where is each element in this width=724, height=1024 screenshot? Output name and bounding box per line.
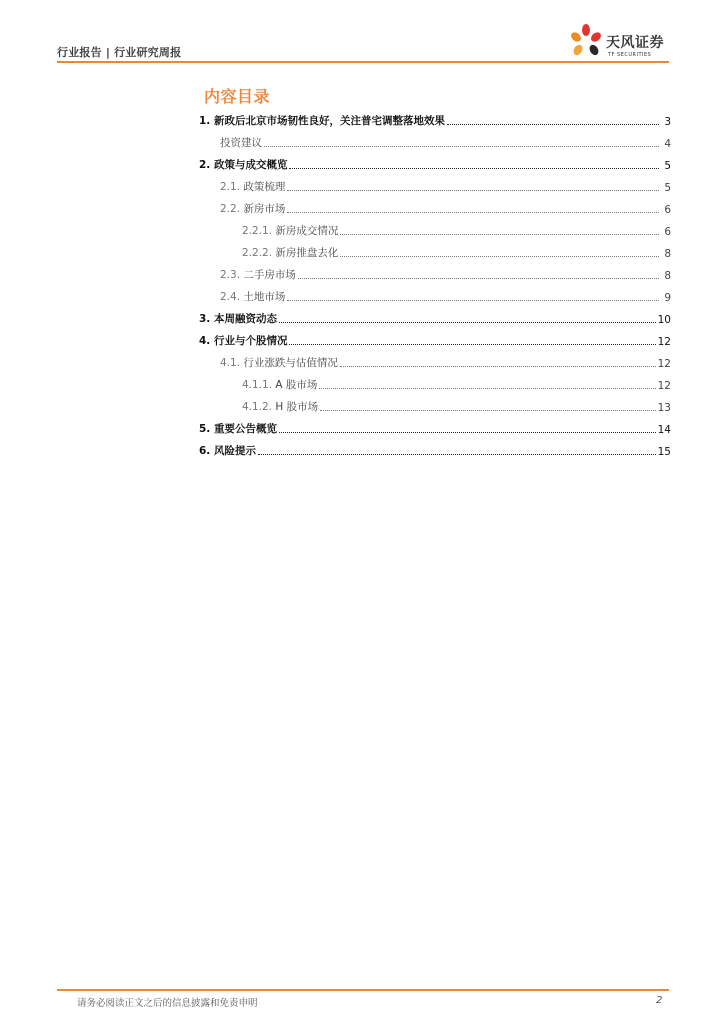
toc-entry-number: 4.1.2. <box>242 401 273 413</box>
toc-entry-page: 12 <box>657 380 671 392</box>
toc-entry-text: 重要公告概览 <box>213 423 277 435</box>
toc-entry-page: 3 <box>664 116 671 128</box>
toc-leader-dots <box>319 387 655 389</box>
toc-entry-page: 6 <box>664 226 671 238</box>
toc-leader-dots <box>320 409 655 411</box>
toc-entry-page: 8 <box>664 270 671 282</box>
toc-entry-number: 2. <box>199 159 211 171</box>
toc-leader-dots <box>298 277 659 279</box>
logo-chinese-name: 天风证券 <box>606 35 664 51</box>
toc-entry[interactable] <box>220 268 671 282</box>
toc-entry-label <box>220 267 296 282</box>
toc-entry[interactable] <box>220 180 671 194</box>
toc-entry[interactable] <box>199 158 671 172</box>
toc-entry-text: 政策与成交概览 <box>213 159 288 171</box>
toc-entry-page: 15 <box>657 446 671 458</box>
toc-leader-dots <box>287 299 659 301</box>
toc-entry-text: 新房市场 <box>243 203 286 215</box>
toc-entry-page: 4 <box>664 138 671 150</box>
toc-entry-text: 风险提示 <box>213 445 256 457</box>
page-number: 2 <box>656 995 663 1006</box>
toc-entry-number: 5. <box>199 423 211 435</box>
toc-leader-dots <box>258 453 656 455</box>
toc-leader-dots <box>447 123 659 125</box>
toc-entry-page: 5 <box>664 160 671 172</box>
toc-entry[interactable] <box>242 378 671 392</box>
toc-entry-label <box>199 443 256 458</box>
toc-entry-label <box>242 399 318 414</box>
toc-entry-label <box>220 201 285 216</box>
toc-entry-number: 2.4. <box>220 291 241 303</box>
company-logo <box>568 22 678 62</box>
toc-entry-page: 12 <box>657 358 671 370</box>
toc-entry[interactable] <box>199 444 671 458</box>
toc-title: 内容目录 <box>204 87 271 106</box>
toc-entry-text: 政策梳理 <box>243 181 286 193</box>
toc-entry[interactable] <box>199 114 671 128</box>
toc-entry-page: 12 <box>657 336 671 348</box>
toc-entry-text: 新房推盘去化 <box>275 247 339 259</box>
header-divider <box>57 61 669 63</box>
toc-entry-label <box>199 113 445 128</box>
toc-leader-dots <box>287 189 659 191</box>
toc-entry-label <box>242 223 338 238</box>
toc-entry-number: 2.2.1. <box>242 225 273 237</box>
toc-entry-label <box>220 355 338 370</box>
toc-entry-page: 9 <box>664 292 671 304</box>
toc-leader-dots <box>340 255 659 257</box>
logo-english-name: TF SECURITIES <box>608 52 652 58</box>
toc-entry-page: 10 <box>657 314 671 326</box>
toc-entry-text: H 股市场 <box>275 401 319 413</box>
toc-leader-dots <box>279 321 656 323</box>
toc-entry-number: 4.1.1. <box>242 379 273 391</box>
toc-entry-page: 5 <box>664 182 671 194</box>
toc-entry-label <box>242 377 317 392</box>
toc-entry-label <box>199 311 277 326</box>
report-breadcrumb: 行业报告 | 行业研究周报 <box>57 46 182 59</box>
toc-entry-label <box>199 421 277 436</box>
toc-leader-dots <box>340 365 656 367</box>
toc-entry-number: 4.1. <box>220 357 241 369</box>
toc-entry-number: 2.2.2. <box>242 247 273 259</box>
flower-logo-icon <box>568 22 604 60</box>
toc-entry-number: 3. <box>199 313 211 325</box>
toc-entry-number: 2.2. <box>220 203 241 215</box>
toc-leader-dots <box>287 211 659 213</box>
toc-entry-label <box>220 179 285 194</box>
toc-entry[interactable] <box>199 422 671 436</box>
toc-entry-label <box>199 157 287 172</box>
toc-entry-label <box>220 135 262 150</box>
toc-entry-page: 14 <box>657 424 671 436</box>
toc-entry-label <box>220 289 285 304</box>
toc-entry[interactable] <box>220 202 671 216</box>
toc-leader-dots <box>289 343 655 345</box>
toc-entry-page: 13 <box>657 402 671 414</box>
toc-entry-label <box>199 333 287 348</box>
toc-entry-number: 2.3. <box>220 269 241 281</box>
toc-entry[interactable] <box>220 356 671 370</box>
toc-entry[interactable] <box>199 312 671 326</box>
toc-entry-text: 投资建议 <box>220 137 262 149</box>
toc-entry-number: 2.1. <box>220 181 241 193</box>
toc-entry[interactable] <box>220 290 671 304</box>
toc-entry-text: A 股市场 <box>275 379 318 391</box>
toc-entry[interactable] <box>242 246 671 260</box>
toc-entry[interactable] <box>220 136 671 150</box>
footer-divider <box>57 989 669 991</box>
toc-entry[interactable] <box>242 400 671 414</box>
toc-entry-number: 1. <box>199 115 211 127</box>
toc-entry-number: 4. <box>199 335 211 347</box>
toc-entry[interactable] <box>199 334 671 348</box>
toc-entry-text: 本周融资动态 <box>213 313 277 325</box>
toc-entry-text: 行业涨跌与估值情况 <box>243 357 338 369</box>
toc-entry-page: 6 <box>664 204 671 216</box>
toc-entry-label <box>242 245 338 260</box>
toc-entry-text: 行业与个股情况 <box>213 335 288 347</box>
toc-entry[interactable] <box>242 224 671 238</box>
footer-disclaimer: 请务必阅读正文之后的信息披露和免责申明 <box>77 998 258 1009</box>
toc-leader-dots <box>279 431 656 433</box>
toc-entry-text: 土地市场 <box>243 291 286 303</box>
toc-leader-dots <box>264 145 659 147</box>
toc-entry-number: 6. <box>199 445 211 457</box>
toc-leader-dots <box>289 167 659 169</box>
toc-leader-dots <box>340 233 659 235</box>
toc-entry-text: 新政后北京市场韧性良好，关注普宅调整落地效果 <box>213 115 445 127</box>
toc-entry-page: 8 <box>664 248 671 260</box>
toc-entry-text: 二手房市场 <box>243 269 296 281</box>
toc-entry-text: 新房成交情况 <box>275 225 339 237</box>
